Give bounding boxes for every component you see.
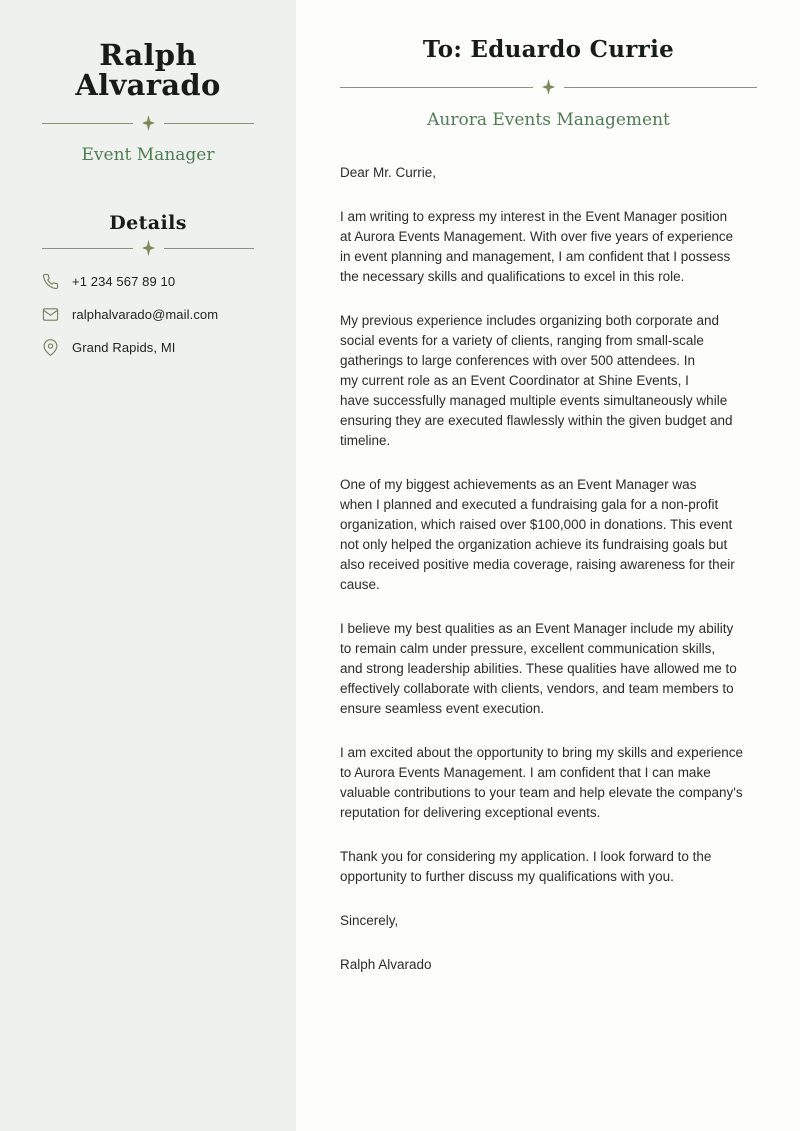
details-heading: Details — [109, 212, 187, 234]
paragraph: Thank you for considering my application. I look forward to the opportunity to further discuss my qualifications with you. — [340, 849, 712, 884]
paragraph: I am excited about the opportunity to bring my skills and experience to Aurora Events Management. I am confident that I can make valuable contributions to your team and help elevate the company's reputation for delivering exceptional events. — [340, 745, 743, 820]
sparkle-icon — [542, 79, 555, 95]
paragraph: My previous experience includes organizing both corporate and social events for a variety of clients, ranging from small-scale gatherings to large conferences with over 500 attendees. In my current role as an Event Coordinator at Shine Events, I have successfully managed multiple events simultaneously while ensuring they are executed flawlessly within the given budget and timeline. — [340, 313, 733, 448]
paragraph: One of my biggest achievements as an Event Manager was when I planned and executed a fundraising gala for a non-profit organization, which raised over $100,000 in donations. This event not only helped the organization achieve its fundraising goals but also received positive media coverage, raising awareness for their cause. — [340, 477, 735, 592]
paragraph: I believe my best qualities as an Event Manager include my ability to remain calm under pressure, excellent communication skills, and strong leadership abilities. These qualities have allowed me to effectively collaborate with clients, vendors, and team members to ensure seamless event execution. — [340, 621, 737, 716]
phone-number: +1 234 567 89 10 — [72, 274, 176, 289]
letter-main — [296, 0, 800, 1131]
candidate-name: Ralph Alvarado — [75, 38, 221, 102]
closing: Sincerely, — [340, 913, 399, 928]
divider-line — [164, 248, 255, 249]
signature: Ralph Alvarado — [340, 957, 432, 972]
sidebar — [0, 0, 296, 1131]
mail-icon — [42, 306, 59, 323]
letter-body — [340, 163, 757, 975]
divider-line — [164, 123, 255, 124]
sparkle-icon — [142, 115, 155, 131]
location-icon — [42, 339, 59, 356]
paragraph: I am writing to express my interest in the Event Manager position at Aurora Events Management. With over five years of experience in event planning and management, I am confident that I possess the necessary skills and qualifications to excel in this role. — [340, 209, 734, 284]
divider-line — [42, 123, 133, 124]
phone-icon — [42, 273, 59, 290]
job-title: Event Manager — [81, 145, 215, 165]
company-name: Aurora Events Management — [427, 110, 670, 130]
location-text: Grand Rapids, MI — [72, 340, 176, 355]
header-divider — [340, 79, 757, 95]
contact-list — [42, 273, 254, 356]
recipient-title: To: Eduardo Currie — [422, 36, 675, 63]
salutation: Dear Mr. Currie, — [340, 165, 437, 180]
name-divider — [42, 115, 254, 131]
divider-line — [564, 87, 757, 88]
details-divider — [42, 240, 254, 256]
divider-line — [42, 248, 133, 249]
contact-phone — [42, 273, 254, 290]
contact-email — [42, 306, 254, 323]
email-address: ralphalvarado@mail.com — [72, 307, 219, 322]
contact-location — [42, 339, 254, 356]
divider-line — [340, 87, 533, 88]
sparkle-icon — [142, 240, 155, 256]
